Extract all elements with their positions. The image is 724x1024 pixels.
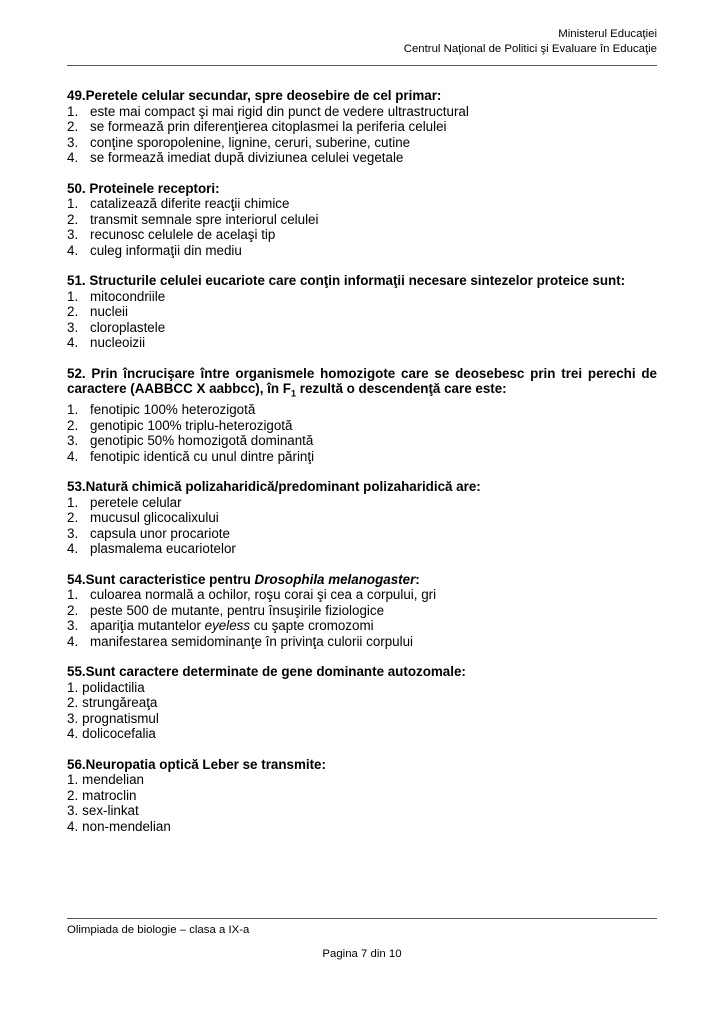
option-text: nucleii <box>90 304 128 319</box>
option-number: 2. <box>67 417 79 433</box>
question-title: 56.Neuropatia optică Leber se transmite: <box>67 756 326 772</box>
option-number: 3. <box>67 525 79 541</box>
option-text-suffix: cu şapte cromozomi <box>250 618 374 634</box>
option-number: 2. <box>67 304 79 319</box>
option-text: culoarea normală a ochilor, roşu corai şi cea a corpului, gri <box>90 587 437 603</box>
answer-option <box>67 510 657 526</box>
question-title <box>67 572 657 588</box>
option-text: strungăreaţa <box>82 695 158 711</box>
option-text: polidactilia <box>82 679 145 695</box>
question-title-subscript: 1 <box>291 388 297 399</box>
option-text: fenotipic 100% heterozigotă <box>90 402 256 418</box>
question-49 <box>67 88 657 166</box>
question-title-prefix: 54.Sunt caracteristice pentru <box>67 571 255 587</box>
answer-option <box>67 402 657 418</box>
answer-option <box>67 212 657 228</box>
option-number: 2. <box>67 787 79 803</box>
option-number: 1. <box>67 587 79 603</box>
answer-option <box>67 526 657 542</box>
option-text: sex-linkat <box>82 803 139 819</box>
answer-option <box>67 772 657 788</box>
header-divider <box>67 65 657 66</box>
answer-option <box>67 803 657 819</box>
option-number: 3. <box>67 433 79 449</box>
option-number: 3. <box>67 710 79 726</box>
option-number: 3. <box>67 803 79 819</box>
option-number: 1. <box>67 103 79 119</box>
footer-olympiad-label: Olimpiada de biologie – clasa a IX-a <box>67 924 250 936</box>
question-title-part2: rezultă o descendenţă care este: <box>296 381 507 396</box>
question-title: 51. Structurile celulei eucariote care conţin informaţii necesare sintezelor proteice sunt: <box>67 273 626 288</box>
option-text: conţine sporopolenine, lignine, ceruri, suberine, cutine <box>90 134 411 150</box>
option-text: matroclin <box>82 787 137 803</box>
option-number: 1. <box>67 494 79 510</box>
option-text: catalizează diferite reacţii chimice <box>90 196 290 211</box>
option-number: 1. <box>67 288 79 304</box>
option-number: 2. <box>67 695 79 711</box>
option-text <box>90 618 374 634</box>
question-51 <box>67 273 657 351</box>
answer-option <box>67 603 657 619</box>
answer-option <box>67 726 657 742</box>
option-number: 3. <box>67 618 79 634</box>
option-text: non-mendelian <box>82 818 171 834</box>
answer-option <box>67 449 657 465</box>
question-52 <box>67 366 657 465</box>
option-text: recunosc celulele de acelaşi tip <box>90 227 276 242</box>
answer-option <box>67 304 657 320</box>
option-text: plasmalema eucariotelor <box>90 541 236 557</box>
answer-option <box>67 335 657 351</box>
option-number: 4. <box>67 818 79 834</box>
question-50 <box>67 181 657 259</box>
answer-option <box>67 495 657 511</box>
option-text: se formează imediat după diviziunea celulei vegetale <box>90 150 404 165</box>
header-ministry: Ministerul Educaţiei <box>558 28 657 40</box>
option-number: 4. <box>67 448 79 464</box>
option-text: culeg informaţii din mediu <box>90 242 242 258</box>
option-text-italic: eyeless <box>204 618 251 634</box>
option-text: genotipic 50% homozigotă dominantă <box>90 433 314 449</box>
answer-option <box>67 150 657 166</box>
question-title <box>67 366 657 403</box>
answer-option <box>67 433 657 449</box>
answer-option <box>67 119 657 135</box>
option-number: 4. <box>67 726 79 742</box>
option-text: mitocondriile <box>90 288 166 304</box>
answer-option <box>67 695 657 711</box>
option-text: fenotipic identică cu unul dintre părinţi <box>90 448 315 464</box>
option-text: nucleoizii <box>90 335 146 350</box>
option-text: cloroplastele <box>90 319 166 335</box>
option-text: prognatismul <box>82 710 159 726</box>
option-number: 3. <box>67 227 79 242</box>
answer-option <box>67 541 657 557</box>
option-text: se formează prin diferenţierea citoplasmei la periferia celulei <box>90 119 447 134</box>
option-text: capsula unor procariote <box>90 525 230 541</box>
footer-divider <box>67 918 657 919</box>
question-53 <box>67 479 657 557</box>
answer-option <box>67 320 657 336</box>
option-number: 3. <box>67 319 79 335</box>
answer-option <box>67 227 657 243</box>
answer-option <box>67 587 657 603</box>
option-number: 2. <box>67 119 79 134</box>
answer-option <box>67 711 657 727</box>
answer-option <box>67 104 657 120</box>
option-text: peretele celular <box>90 494 182 510</box>
questions-list <box>67 88 657 849</box>
option-number: 1. <box>67 196 79 211</box>
header-center: Centrul Naţional de Politici şi Evaluare în Educaţie <box>403 43 657 55</box>
question-title-suffix: : <box>415 571 420 587</box>
answer-option <box>67 618 657 634</box>
option-text-prefix: apariţia mutantelor <box>90 618 205 634</box>
option-number: 4. <box>67 541 79 557</box>
option-text: peste 500 de mutante, pentru însuşirile fiziologice <box>90 602 385 618</box>
option-text: este mai compact şi mai rigid din punct de vedere ultrastructural <box>90 103 469 119</box>
question-56 <box>67 757 657 835</box>
question-title-part1: 52. Prin încrucişare între organismele homozigote care se deosebesc prin trei perechi de caractere (AABBCC X aabbcc), în F <box>67 365 657 396</box>
option-text: manifestarea semidominanţe în privinţa culorii corpului <box>90 633 414 649</box>
option-text: genotipic 100% triplu-heterozigotă <box>90 417 293 433</box>
option-number: 2. <box>67 602 79 618</box>
option-number: 2. <box>67 211 79 227</box>
answer-option <box>67 135 657 151</box>
answer-option <box>67 418 657 434</box>
option-number: 1. <box>67 402 79 418</box>
option-number: 4. <box>67 242 79 258</box>
option-text: dolicocefalia <box>82 726 156 742</box>
answer-option <box>67 196 657 212</box>
answer-option <box>67 243 657 259</box>
question-title: 53.Natură chimică polizaharidică/predominant polizaharidică are: <box>67 479 481 495</box>
option-number: 2. <box>67 510 79 526</box>
option-number: 3. <box>67 134 79 150</box>
answer-option <box>67 788 657 804</box>
answer-option <box>67 680 657 696</box>
option-number: 4. <box>67 150 79 165</box>
question-title: 49.Peretele celular secundar, spre deosebire de cel primar: <box>67 88 442 103</box>
option-number: 4. <box>67 335 79 350</box>
answer-option <box>67 819 657 835</box>
answer-option <box>67 289 657 305</box>
question-title: 55.Sunt caractere determinate de gene dominante autozomale: <box>67 664 466 680</box>
page-number: Pagina 7 din 10 <box>322 948 402 960</box>
question-54 <box>67 572 657 650</box>
option-text: transmit semnale spre interiorul celulei <box>90 211 319 227</box>
species-name: Drosophila melanogaster <box>254 571 416 587</box>
page-header <box>404 27 657 57</box>
question-55 <box>67 664 657 742</box>
option-number: 1. <box>67 679 79 695</box>
option-number: 1. <box>67 772 79 788</box>
option-text: mucusul glicocalixului <box>90 510 219 526</box>
option-number: 4. <box>67 633 79 649</box>
answer-option <box>67 634 657 650</box>
question-title: 50. Proteinele receptori: <box>67 180 220 196</box>
option-text: mendelian <box>82 772 144 788</box>
